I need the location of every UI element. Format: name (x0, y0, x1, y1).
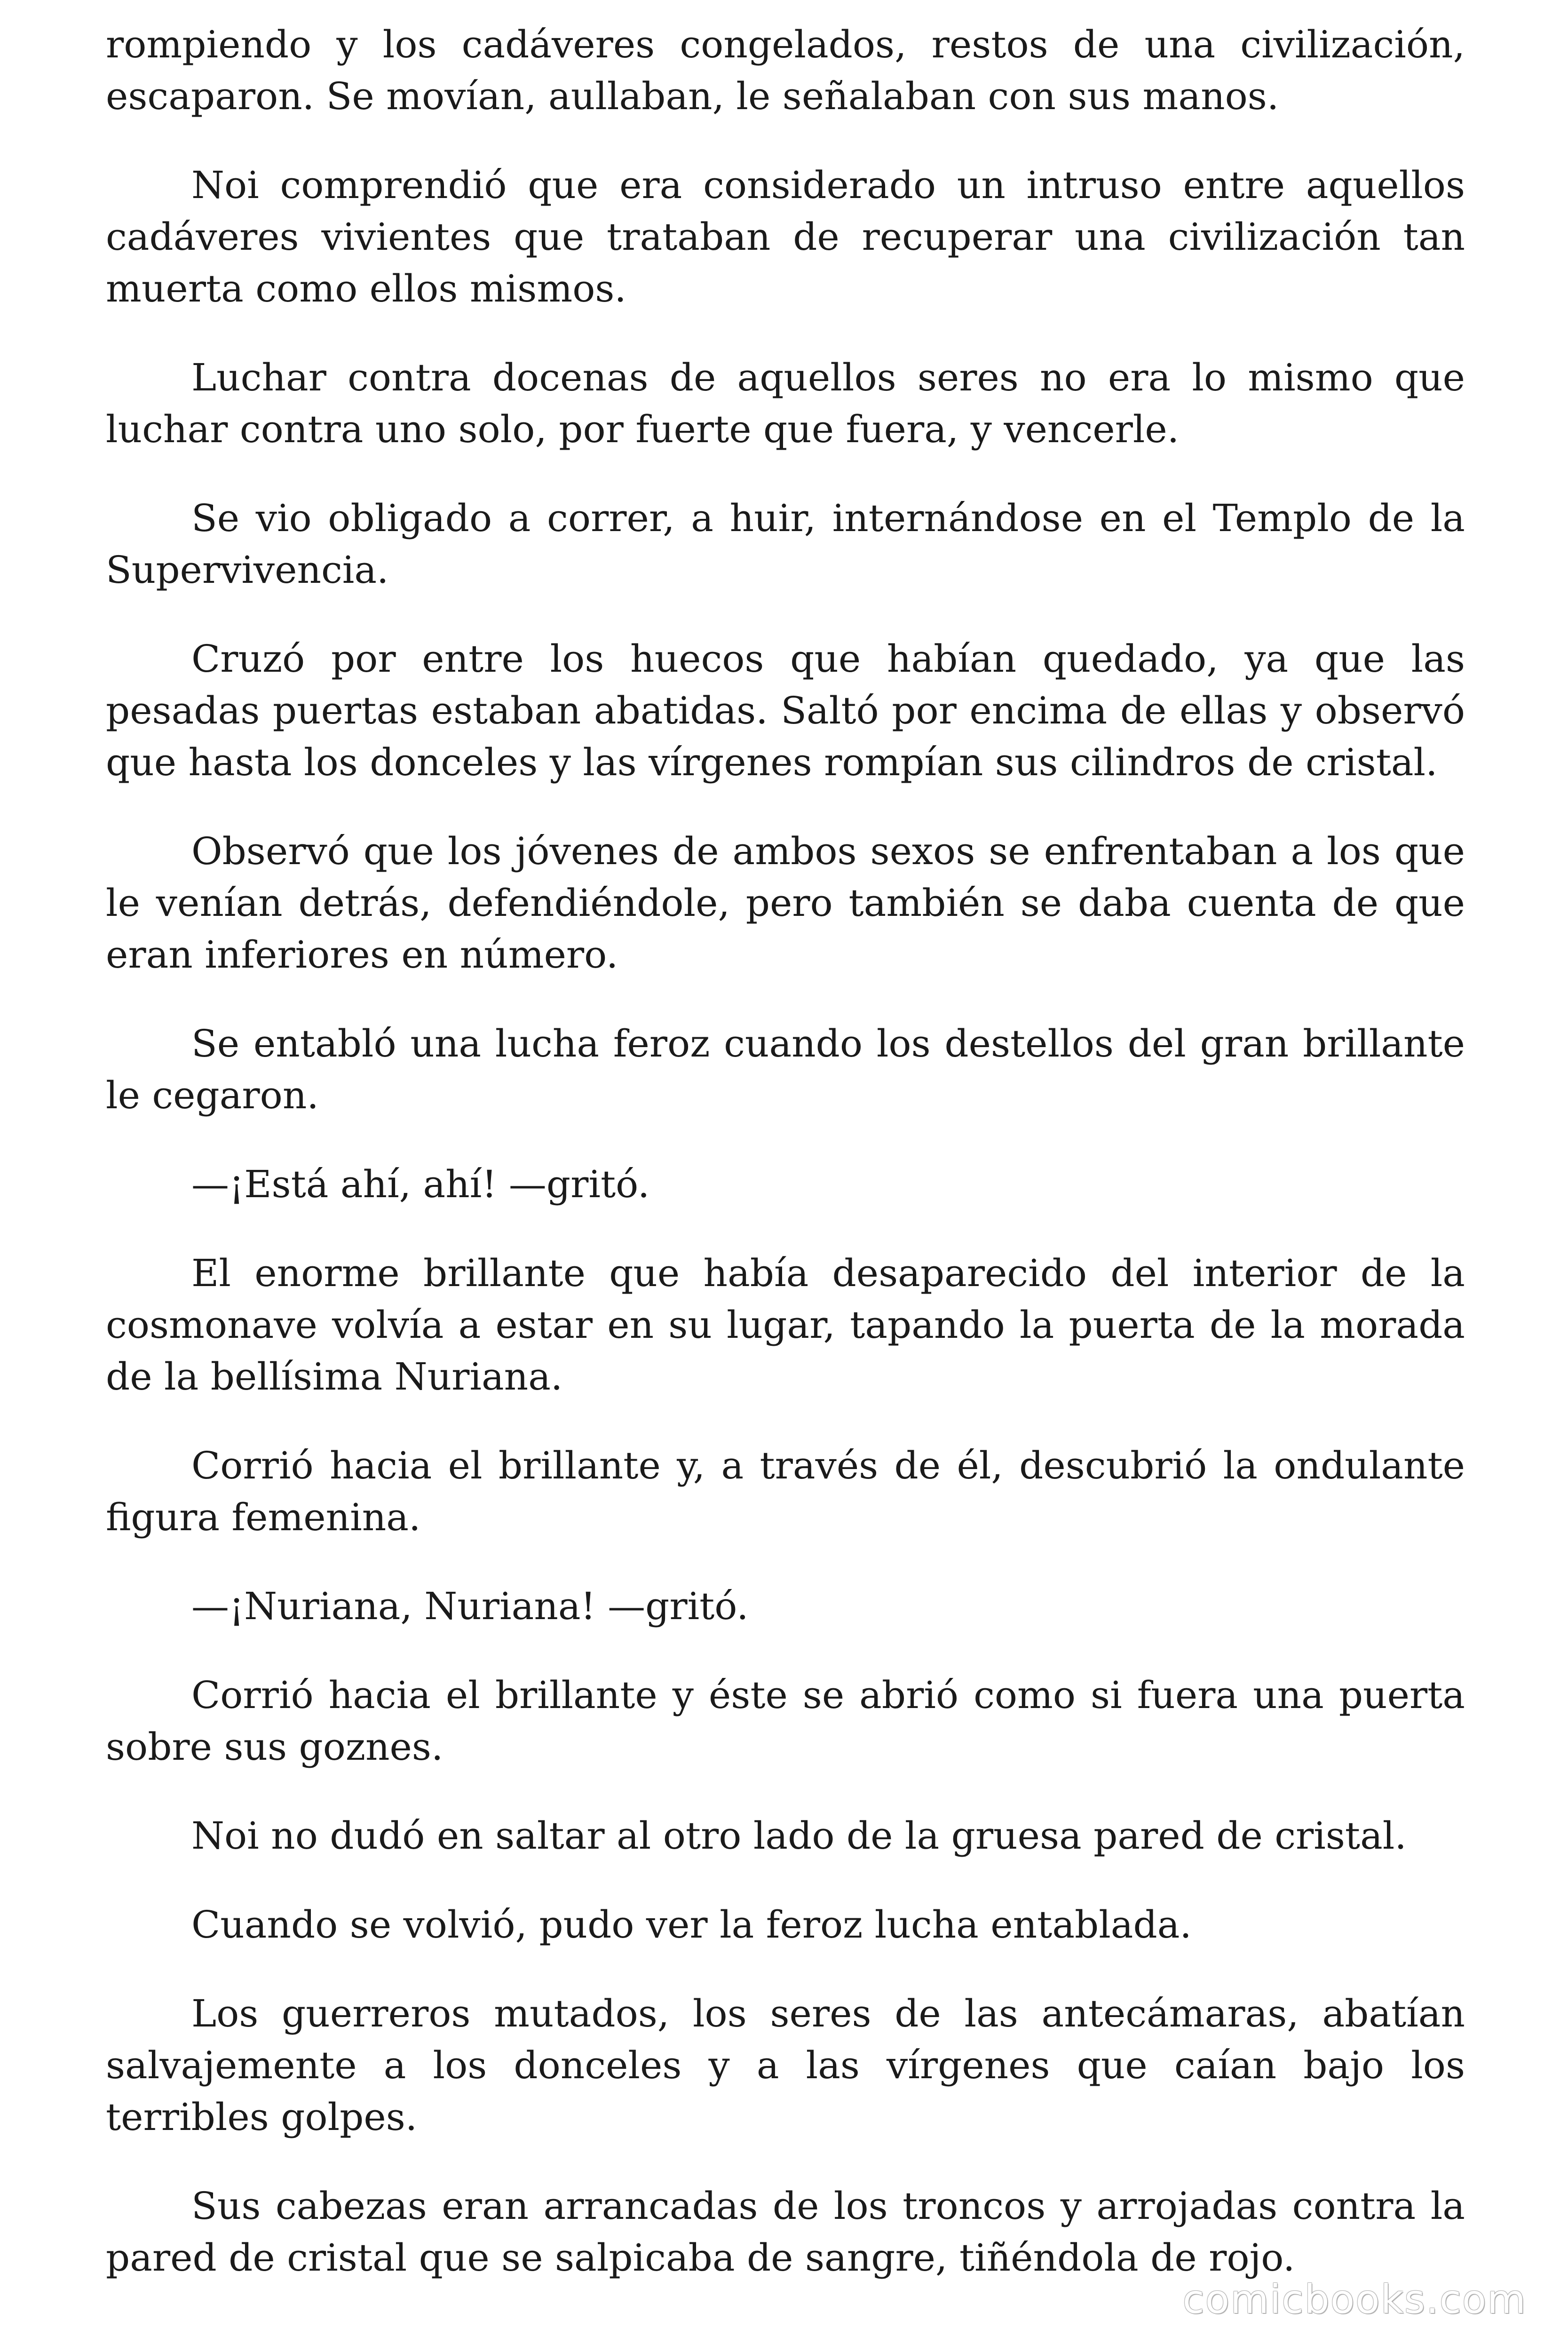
paragraph-14: Cuando se volvió, pudo ver la feroz lucha entablada. (191, 1903, 1192, 1947)
paragraph-5: Cruzó por entre los huecos que habían quedado, ya que las pesadas puertas estaban abatidas. Saltó por encima de ellas y observó que hasta los donceles y las vírgenes rompían sus cilindros de cristal. (106, 637, 1465, 784)
watermark: comicbooks.com (1182, 2276, 1527, 2322)
paragraph-7: Se entabló una lucha feroz cuando los destellos del gran brillante le cegaron. (106, 1022, 1465, 1117)
paragraph-12: Corrió hacia el brillante y éste se abrió como si fuera una puerta sobre sus goznes. (106, 1673, 1465, 1769)
paragraph-15: Los guerreros mutados, los seres de las antecámaras, abatían salvajemente a los donceles y a las vírgenes que caían bajo los terribles golpes. (106, 1992, 1465, 2139)
paragraph-16: Sus cabezas eran arrancadas de los troncos y arrojadas contra la pared de cristal que se salpicaba de sangre, tiñéndola de rojo. (106, 2184, 1465, 2280)
paragraph-13: Noi no dudó en saltar al otro lado de la gruesa pared de cristal. (191, 1814, 1407, 1858)
paragraph-10: Corrió hacia el brillante y, a través de él, descubrió la ondulante figura femenina. (106, 1444, 1465, 1539)
paragraph-1: rompiendo y los cadáveres congelados, restos de una civilización, escaparon. Se movían, aullaban, le señalaban con sus manos. (106, 23, 1465, 118)
paragraph-9: El enorme brillante que había desaparecido del interior de la cosmonave volvía a estar en su lugar, tapando la puerta de la morada de la bellísima Nuriana. (106, 1251, 1465, 1398)
paragraph-2: Noi comprendió que era considerado un intruso entre aquellos cadáveres vivientes que trataban de recuperar una civilización tan muerta como ellos mismos. (106, 163, 1465, 310)
paragraph-8-dialogue: —¡Está ahí, ahí! —gritó. (191, 1162, 650, 1206)
paragraph-4: Se vio obligado a correr, a huir, internándose en el Templo de la Supervivencia. (106, 496, 1465, 592)
paragraph-3: Luchar contra docenas de aquellos seres no era lo mismo que luchar contra uno solo, por fuerte que fuera, y vencerle. (106, 356, 1465, 451)
paragraph-11-dialogue: —¡Nuriana, Nuriana! —gritó. (191, 1584, 749, 1628)
book-page (106, 19, 1465, 2284)
paragraph-6: Observó que los jóvenes de ambos sexos se enfrentaban a los que le venían detrás, defendiéndole, pero también se daba cuenta de que eran inferiores en número. (106, 829, 1465, 977)
